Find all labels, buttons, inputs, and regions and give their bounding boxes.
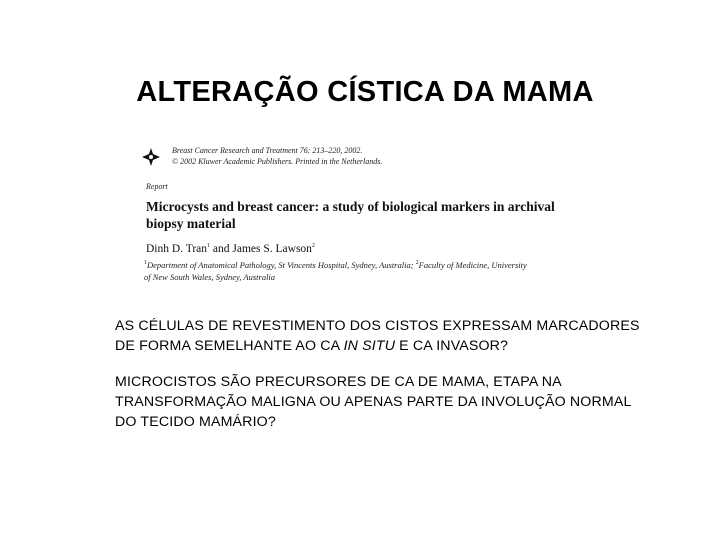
paper-clipping <box>142 144 582 286</box>
text-line <box>115 336 685 356</box>
question-paragraph-2 <box>115 372 685 432</box>
publisher-logo-icon <box>142 148 160 166</box>
affiliation-text: Faculty of Medicine, University <box>418 260 527 270</box>
text-line: DO TECIDO MAMÁRIO? <box>115 414 276 430</box>
author-name: and James S. Lawson <box>210 243 312 255</box>
text-segment: E CA INVASOR? <box>395 338 509 354</box>
affiliation-line: of New South Wales, Sydney, Australia <box>144 272 276 282</box>
journal-copyright: © 2002 Kluwer Academic Publishers. Printed in the Netherlands. <box>172 157 383 166</box>
affiliation-text: Department of Anatomical Pathology, St Vincents Hospital, Sydney, Australia; <box>147 260 416 270</box>
text-segment: DE FORMA SEMELHANTE AO CA <box>115 338 344 354</box>
report-label: Report <box>146 182 168 191</box>
italic-term: IN SITU <box>343 338 396 354</box>
question-paragraph-1 <box>115 316 685 356</box>
affiliation-superscript: 2 <box>415 260 419 267</box>
text-line: TRANSFORMAÇÃO MALIGNA OU APENAS PARTE DA INVOLUÇÃO NORMAL <box>115 394 632 410</box>
journal-citation: Breast Cancer Research and Treatment 76: 213–220, 2002. <box>172 146 363 155</box>
slide-title: ALTERAÇÃO CÍSTICA DA MAMA <box>136 76 594 108</box>
author-superscript: 2 <box>311 243 315 250</box>
affiliation-superscript: 1 <box>144 260 147 267</box>
author-superscript: 1 <box>207 243 211 250</box>
paper-title: Microcysts and breast cancer: a study of biological markers in archival biopsy material <box>146 199 555 231</box>
paper-authors <box>146 243 315 255</box>
affiliation-line <box>144 260 527 270</box>
author-name: Dinh D. Tran <box>146 243 208 255</box>
text-line: AS CÉLULAS DE REVESTIMENTO DOS CISTOS EXPRESSAM MARCADORES <box>115 318 640 334</box>
text-line: MICROCISTOS SÃO PRECURSORES DE CA DE MAMA, ETAPA NA <box>115 374 562 390</box>
